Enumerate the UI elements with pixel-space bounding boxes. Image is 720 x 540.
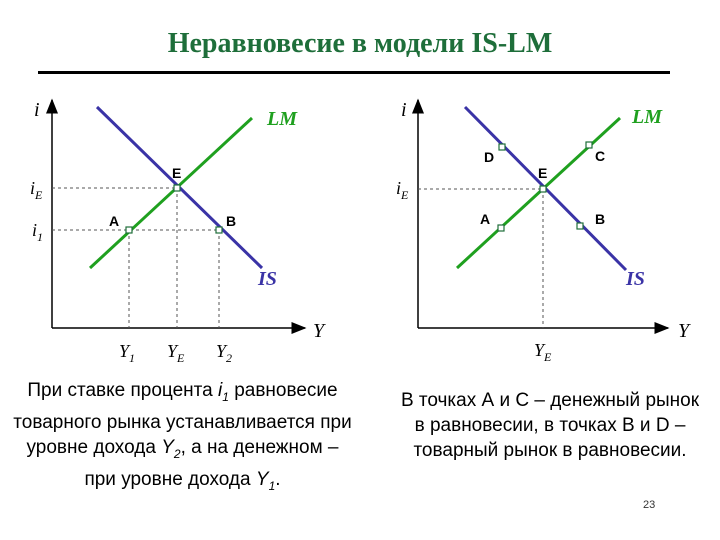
caption-left-y2: Y <box>161 436 174 458</box>
slide-title: Неравновесие в модели IS-LM <box>167 28 553 59</box>
left-point-B-marker <box>216 227 222 233</box>
left-point-E-marker <box>174 185 180 191</box>
left-tick-Y1: $Y_1$ <box>119 341 136 365</box>
left-point-A-marker <box>126 227 132 233</box>
caption-left <box>10 378 355 498</box>
left-point-B-label: B <box>226 213 237 229</box>
right-lm-label: LM <box>632 106 662 128</box>
caption-left-i-sub: 1 <box>222 389 229 404</box>
caption-left-y1: Y <box>255 468 269 490</box>
left-point-E-label: E <box>172 165 182 181</box>
left-lm-curve <box>90 118 252 268</box>
right-y-axis-label: i <box>401 99 407 121</box>
left-tick-iE: $i_E$ <box>30 178 43 202</box>
caption-left-i: i <box>218 380 223 401</box>
right-point-E-marker <box>540 186 546 192</box>
left-point-A-label: A <box>109 213 120 229</box>
caption-left-text-3: , а на денежном – при уровне дохода <box>84 436 339 490</box>
left-x-axis-label: Y <box>313 320 325 342</box>
caption-left-y2-sub: 2 <box>173 446 181 461</box>
right-point-D-marker <box>499 144 505 150</box>
right-tick-YE: $Y_E$ <box>534 340 552 364</box>
left-lm-label: LM <box>267 108 297 130</box>
left-y-axis-label: i <box>34 99 40 121</box>
right-point-E-label: E <box>538 165 548 181</box>
caption-left-text-4: . <box>275 468 281 490</box>
right-point-A-label: A <box>480 211 491 227</box>
right-point-B-label: B <box>595 211 606 227</box>
right-diagram <box>396 99 691 364</box>
right-point-D-label: D <box>484 149 495 165</box>
left-is-label: IS <box>258 268 277 290</box>
right-point-C-marker <box>586 142 592 148</box>
left-diagram <box>30 99 326 365</box>
right-point-C-label: C <box>595 148 606 164</box>
right-lm-curve <box>457 118 620 268</box>
right-point-B-marker <box>577 223 583 229</box>
left-tick-YE: $Y_E$ <box>167 341 185 365</box>
right-is-label: IS <box>626 268 645 290</box>
left-tick-i1: $i_1$ <box>32 220 44 244</box>
caption-left-text-1: При ставке процента <box>27 380 218 401</box>
right-x-axis-label: Y <box>678 320 690 342</box>
left-tick-Y2: $Y_2$ <box>216 341 233 365</box>
page-number: 23 <box>643 499 656 511</box>
caption-left-y1-sub: 1 <box>268 478 276 493</box>
caption-left-text-2: равновесие товарного рынка устанавливается при уровне дохода <box>13 380 352 458</box>
right-tick-iE: $i_E$ <box>396 178 409 202</box>
caption-right: В точках А и С – денежный рынок в равновесии, в точках В и D – товарный рынок в равновесии. <box>400 390 700 461</box>
right-point-A-marker <box>498 225 504 231</box>
